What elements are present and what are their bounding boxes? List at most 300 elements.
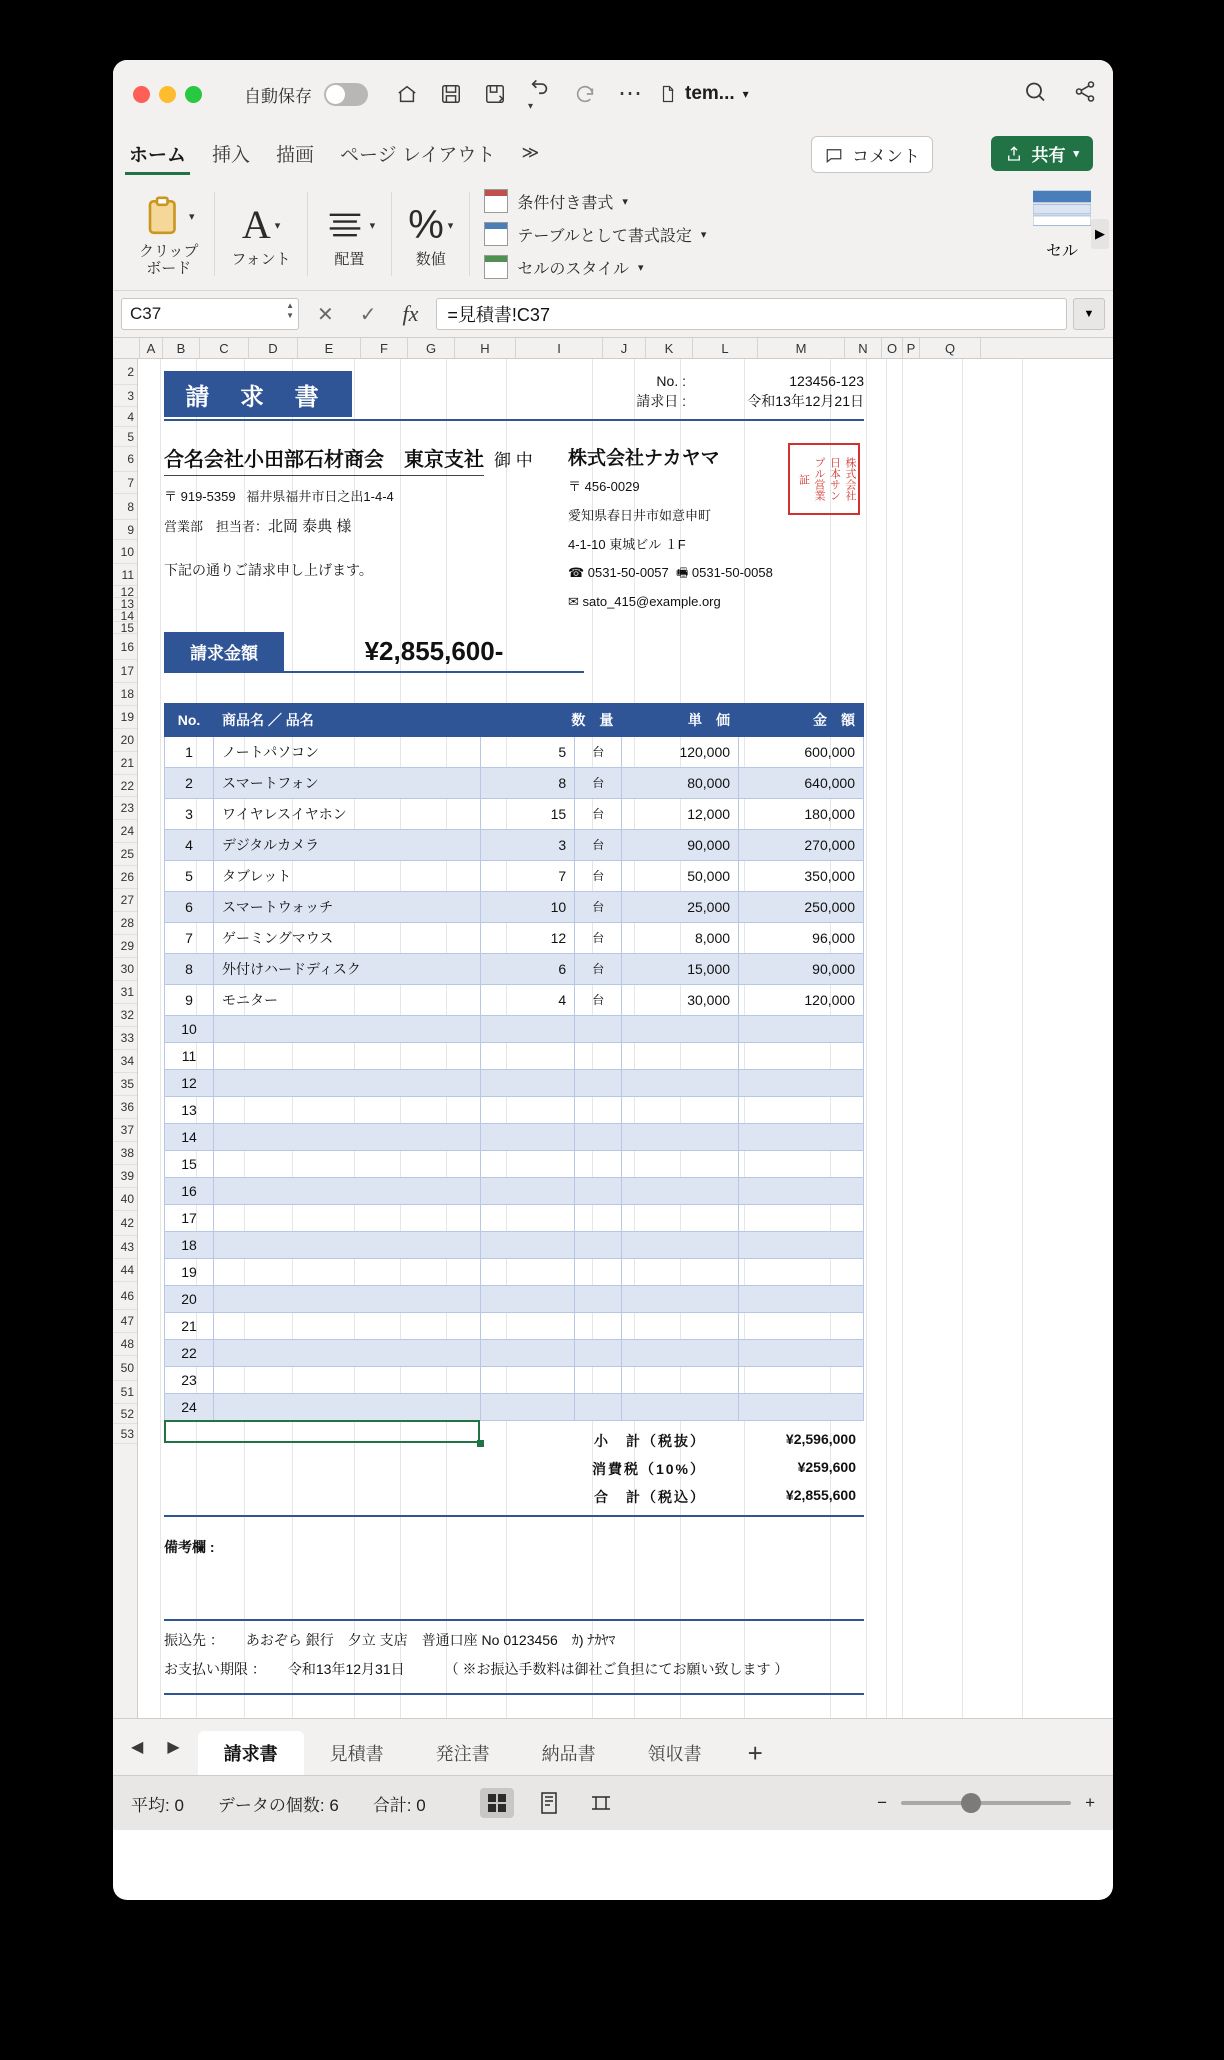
row-header-7[interactable]: 7	[113, 472, 137, 494]
search-icon[interactable]	[1023, 80, 1047, 109]
row-header-20[interactable]: 20	[113, 729, 137, 752]
vendor-zip: 〒 456-0029	[568, 479, 640, 494]
cell-qty	[481, 1204, 575, 1231]
group-styles	[470, 178, 706, 290]
next-sheet-icon[interactable]: ▶	[167, 1739, 180, 1756]
cell-name	[214, 1150, 481, 1177]
select-all-corner[interactable]	[113, 338, 140, 358]
row-header-35[interactable]: 35	[113, 1073, 137, 1096]
cell-no: 2	[165, 767, 214, 798]
subtotal-value: ¥2,596,000	[785, 1430, 856, 1447]
fill-handle[interactable]	[477, 1440, 484, 1447]
page-layout-view-icon[interactable]	[532, 1788, 566, 1818]
row-header-53[interactable]: 53	[113, 1424, 137, 1444]
group-alignment-label: 配置	[334, 251, 365, 269]
conditional-format-label: 条件付き書式	[517, 194, 614, 212]
amount-row	[164, 632, 584, 673]
invoice-no-value: 123456-123	[789, 373, 864, 389]
zoom-out-button[interactable]: −	[877, 1793, 888, 1812]
customer-dept: 営業部 担当者：	[164, 519, 269, 534]
cell-no: 6	[165, 891, 214, 922]
row-header-31[interactable]: 31	[113, 981, 137, 1004]
conditional-format-button[interactable]: 条件付き書式 ▾	[484, 189, 706, 213]
customer-person: 北岡 泰典 様	[268, 518, 352, 535]
spreadsheet-grid[interactable]	[113, 338, 1113, 1718]
comment-button[interactable]	[811, 136, 933, 173]
column-header-F[interactable]: F	[361, 338, 408, 358]
table-row[interactable]	[165, 1123, 864, 1150]
footer-rule-top	[164, 1619, 864, 1621]
vendor-block	[544, 443, 864, 614]
document-title-text: tem...	[685, 83, 735, 104]
cell-amount	[739, 1312, 864, 1339]
row-header-38[interactable]: 38	[113, 1142, 137, 1165]
cell-price	[622, 1015, 739, 1042]
chevron-down-icon[interactable]: ▾	[742, 87, 749, 101]
zoom-control[interactable]	[877, 1793, 1095, 1813]
cell-amount	[739, 1069, 864, 1096]
cell-qty: 10	[481, 891, 575, 922]
group-font-label: フォント	[231, 251, 291, 269]
column-header-J[interactable]: J	[603, 338, 646, 358]
cell-unit: 台	[575, 953, 622, 984]
row-header-16[interactable]: 16	[113, 634, 137, 660]
grandtotal-label: 合 計（税込）	[594, 1488, 706, 1505]
column-header-M[interactable]: M	[758, 338, 845, 358]
ribbon-overflow-icon[interactable]: ≫	[521, 143, 540, 162]
cell-price: 50,000	[622, 860, 739, 891]
tab-page-layout[interactable]: ページ レイアウト	[340, 144, 496, 166]
cell-unit	[575, 1177, 622, 1204]
group-alignment[interactable]	[308, 178, 392, 290]
formula-bar	[113, 291, 1113, 338]
row-header-21[interactable]: 21	[113, 752, 137, 775]
group-number-label: 数値	[415, 251, 446, 269]
cell-name: スマートウォッチ	[214, 891, 481, 922]
table-row[interactable]	[165, 798, 864, 829]
more-commands-icon[interactable]: ⋯	[618, 80, 642, 107]
table-row[interactable]	[165, 1015, 864, 1042]
table-row[interactable]	[165, 1258, 864, 1285]
group-number[interactable]	[392, 178, 469, 290]
cell-price	[622, 1096, 739, 1123]
titlebar-right	[1023, 80, 1097, 109]
group-clipboard[interactable]	[123, 178, 214, 290]
seal-line-2: プル営業	[813, 457, 825, 501]
header-name: 商品名 ／ 品名	[214, 703, 481, 736]
vendor-address2: 4-1-10 東城ビル １F	[568, 536, 686, 552]
add-sheet-button[interactable]: +	[747, 1737, 763, 1768]
customer-honorific: 御 中	[494, 451, 533, 470]
home-icon[interactable]	[396, 83, 418, 105]
cell-no: 8	[165, 953, 214, 984]
row-header-23[interactable]: 23	[113, 797, 137, 820]
status-sum: 合計: 0	[372, 1795, 426, 1815]
row-header-26[interactable]: 26	[113, 866, 137, 889]
alignment-icon[interactable]: ▾	[324, 199, 376, 251]
row-header-37[interactable]: 37	[113, 1119, 137, 1142]
cell-no: 12	[165, 1069, 214, 1096]
cell-qty	[481, 1069, 575, 1096]
table-row[interactable]	[165, 1339, 864, 1366]
column-header-P[interactable]: P	[903, 338, 920, 358]
group-font[interactable]	[215, 178, 306, 290]
sheet-canvas[interactable]	[138, 359, 1113, 1718]
row-header-6[interactable]: 6	[113, 447, 137, 472]
header-price: 単 価	[622, 703, 739, 736]
formula-input[interactable]: =見積書!C37	[436, 298, 1067, 330]
row-header-40[interactable]: 40	[113, 1188, 137, 1211]
maximize-icon[interactable]	[185, 86, 202, 103]
company-seal-icon	[788, 443, 860, 515]
cell-price: 30,000	[622, 984, 739, 1015]
cell-name: デジタルカメラ	[214, 829, 481, 860]
cell-price: 90,000	[622, 829, 739, 860]
cell-no: 10	[165, 1015, 214, 1042]
cell-no: 1	[165, 736, 214, 767]
autosave-toggle[interactable]	[324, 83, 368, 106]
sheet-tab-invoice[interactable]: 請求書	[198, 1731, 304, 1775]
table-row[interactable]	[165, 736, 864, 767]
row-header-39[interactable]: 39	[113, 1165, 137, 1188]
row-header-18[interactable]: 18	[113, 683, 137, 706]
cancel-formula-icon[interactable]: ✕	[317, 303, 334, 326]
ribbon-expand-icon[interactable]: ▶	[1091, 219, 1109, 249]
cell-qty	[481, 1150, 575, 1177]
table-row[interactable]	[165, 1177, 864, 1204]
cell-price	[622, 1366, 739, 1393]
table-row[interactable]	[165, 891, 864, 922]
cell-styles-button[interactable]: セルのスタイル ▾	[484, 255, 706, 279]
column-header-G[interactable]: G	[408, 338, 455, 358]
cell-amount	[739, 1177, 864, 1204]
cell-unit	[575, 1366, 622, 1393]
row-header-46[interactable]: 46	[113, 1282, 137, 1310]
autosave-label: 自動保存	[244, 86, 312, 106]
row-header-14[interactable]: 14	[113, 610, 137, 622]
seal-line-1: 証	[797, 473, 810, 485]
row-header-13[interactable]: 13	[113, 598, 137, 610]
cell-price	[622, 1393, 739, 1420]
cell-amount	[739, 1231, 864, 1258]
insert-function-icon[interactable]: fx	[402, 301, 419, 326]
cell-qty: 8	[481, 767, 575, 798]
row-header-22[interactable]: 22	[113, 775, 137, 797]
document-title[interactable]	[659, 83, 749, 105]
seal-line-3: 日本サン	[828, 457, 841, 501]
cell-unit: 台	[575, 767, 622, 798]
row-header-2[interactable]: 2	[113, 359, 137, 385]
invoice-no-label: No. :	[656, 373, 686, 389]
cell-unit: 台	[575, 860, 622, 891]
invoice-document	[164, 371, 864, 1695]
column-header-K[interactable]: K	[646, 338, 693, 358]
table-row[interactable]	[165, 1150, 864, 1177]
footer-rule-bottom	[164, 1693, 864, 1695]
row-header-4[interactable]: 4	[113, 407, 137, 427]
row-header-15[interactable]: 15	[113, 622, 137, 634]
cell-amount	[739, 1258, 864, 1285]
column-header-D[interactable]: D	[249, 338, 298, 358]
file-icon	[659, 83, 677, 105]
cell-name	[214, 1366, 481, 1393]
cell-unit: 台	[575, 891, 622, 922]
font-icon[interactable]: A ▾	[241, 202, 281, 248]
cell-name	[214, 1339, 481, 1366]
row-header-51[interactable]: 51	[113, 1381, 137, 1404]
vendor-tel: ☎ 0531-50-0057	[568, 565, 669, 581]
cell-amount	[739, 1015, 864, 1042]
tab-draw[interactable]: 描画	[276, 144, 315, 166]
table-row[interactable]	[165, 1096, 864, 1123]
table-row[interactable]	[165, 767, 864, 798]
table-row[interactable]	[165, 860, 864, 891]
cell-amount: 96,000	[739, 922, 864, 953]
cell-unit	[575, 1285, 622, 1312]
cell-price	[622, 1285, 739, 1312]
close-icon[interactable]	[133, 86, 150, 103]
format-as-table-button[interactable]: テーブルとして書式設定 ▾	[484, 222, 706, 246]
cell-no: 21	[165, 1312, 214, 1339]
cell-qty	[481, 1285, 575, 1312]
cell-price: 12,000	[622, 798, 739, 829]
due-value: 令和13年12月31日	[287, 1660, 405, 1677]
cell-unit	[575, 1096, 622, 1123]
table-row[interactable]	[165, 1204, 864, 1231]
row-header-17[interactable]: 17	[113, 660, 137, 683]
row-header-25[interactable]: 25	[113, 843, 137, 866]
sheet-nav[interactable]	[123, 1719, 198, 1775]
cell-amount: 350,000	[739, 860, 864, 891]
cell-no: 4	[165, 829, 214, 860]
table-row[interactable]	[165, 1231, 864, 1258]
cell-price: 15,000	[622, 953, 739, 984]
view-buttons	[480, 1788, 618, 1818]
grandtotal-value: ¥2,855,600	[785, 1486, 856, 1503]
minimize-icon[interactable]	[159, 86, 176, 103]
format-as-table-label: テーブルとして書式設定	[517, 227, 692, 245]
row-header-33[interactable]: 33	[113, 1027, 137, 1050]
cell-qty	[481, 1096, 575, 1123]
cell-unit	[575, 1393, 622, 1420]
cell-amount	[739, 1204, 864, 1231]
cell-price	[622, 1042, 739, 1069]
row-header-44[interactable]: 44	[113, 1259, 137, 1282]
cell-unit	[575, 1015, 622, 1042]
sheet-tab-order[interactable]: 発注書	[435, 1744, 490, 1764]
remarks-label: 備考欄 :	[164, 1538, 215, 1555]
zoom-slider-knob[interactable]	[961, 1793, 981, 1813]
cell-amount	[739, 1339, 864, 1366]
row-header-10[interactable]: 10	[113, 540, 137, 564]
chevron-down-icon[interactable]: ▾	[1073, 148, 1079, 160]
cell-amount: 270,000	[739, 829, 864, 860]
zoom-slider[interactable]	[901, 1801, 1071, 1805]
cell-qty	[481, 1123, 575, 1150]
vendor-name: 株式会社ナカヤマ	[568, 448, 720, 469]
normal-view-icon[interactable]	[480, 1788, 514, 1818]
row-header-29[interactable]: 29	[113, 935, 137, 958]
row-header-52[interactable]: 52	[113, 1404, 137, 1424]
cell-qty	[481, 1258, 575, 1285]
cell-name	[214, 1231, 481, 1258]
column-header-I[interactable]: I	[516, 338, 603, 358]
row-header-28[interactable]: 28	[113, 912, 137, 935]
row-header-43[interactable]: 43	[113, 1236, 137, 1259]
table-row[interactable]	[165, 984, 864, 1015]
cell-amount: 250,000	[739, 891, 864, 922]
undo-icon[interactable]: ▾	[528, 74, 552, 114]
cell-amount: 120,000	[739, 984, 864, 1015]
cell-name	[214, 1393, 481, 1420]
formula-bar-expand-icon[interactable]: ▼	[1073, 298, 1105, 330]
window-controls[interactable]	[133, 86, 202, 103]
cell-amount	[739, 1096, 864, 1123]
sheet-tab-receipt[interactable]: 領収書	[647, 1744, 702, 1764]
row-header-3[interactable]: 3	[113, 385, 137, 407]
cell-unit: 台	[575, 798, 622, 829]
row-headers[interactable]	[113, 359, 138, 1718]
cell-amount: 600,000	[739, 736, 864, 767]
table-row[interactable]	[165, 1312, 864, 1339]
row-header-50[interactable]: 50	[113, 1356, 137, 1381]
cell-qty	[481, 1015, 575, 1042]
cell-unit	[575, 1258, 622, 1285]
header-amount: 金 額	[739, 703, 864, 736]
cell-unit	[575, 1312, 622, 1339]
name-box[interactable]	[121, 298, 299, 330]
save-icon[interactable]	[440, 83, 462, 105]
cell-unit: 台	[575, 922, 622, 953]
cell-qty: 3	[481, 829, 575, 860]
accept-formula-icon[interactable]: ✓	[359, 303, 377, 326]
cell-no: 7	[165, 922, 214, 953]
cell-no: 16	[165, 1177, 214, 1204]
due-note: （ ※お振込手数料は御社ご負担にてお願い致します ）	[444, 1660, 789, 1677]
cell-amount	[739, 1285, 864, 1312]
percent-icon[interactable]: % ▾	[408, 203, 454, 248]
column-header-L[interactable]: L	[693, 338, 758, 358]
table-row[interactable]	[165, 1285, 864, 1312]
column-header-Q[interactable]: Q	[920, 338, 981, 358]
column-header-E[interactable]: E	[298, 338, 361, 358]
cell-qty	[481, 1042, 575, 1069]
selected-cell[interactable]	[164, 1420, 480, 1443]
comment-label: コメント	[852, 147, 920, 166]
status-bar	[113, 1775, 1113, 1830]
cell-price: 8,000	[622, 922, 739, 953]
cell-price	[622, 1258, 739, 1285]
table-row[interactable]	[165, 1366, 864, 1393]
row-header-34[interactable]: 34	[113, 1050, 137, 1073]
column-header-A[interactable]: A	[140, 338, 163, 358]
cell-qty	[481, 1231, 575, 1258]
invoice-date-label: 請求日 :	[636, 393, 686, 410]
table-row[interactable]	[165, 953, 864, 984]
row-header-42[interactable]: 42	[113, 1211, 137, 1236]
row-header-5[interactable]: 5	[113, 427, 137, 447]
redo-icon[interactable]	[574, 83, 596, 105]
row-header-32[interactable]: 32	[113, 1004, 137, 1027]
excel-window	[113, 60, 1113, 1900]
cell-price	[622, 1204, 739, 1231]
cell-qty	[481, 1393, 575, 1420]
save-as-icon[interactable]	[484, 83, 506, 105]
row-header-24[interactable]: 24	[113, 820, 137, 843]
prev-sheet-icon[interactable]: ◀	[131, 1739, 144, 1756]
tax-label: 消費税（10%）	[591, 1460, 706, 1477]
cell-price	[622, 1150, 739, 1177]
row-header-48[interactable]: 48	[113, 1333, 137, 1356]
page-break-view-icon[interactable]	[584, 1788, 618, 1818]
column-headers	[113, 338, 1113, 359]
row-header-47[interactable]: 47	[113, 1310, 137, 1333]
column-header-N[interactable]: N	[845, 338, 882, 358]
row-header-36[interactable]: 36	[113, 1096, 137, 1119]
group-cells[interactable]	[1033, 190, 1091, 261]
cell-unit	[575, 1231, 622, 1258]
cell-no: 24	[165, 1393, 214, 1420]
sheet-tab-delivery[interactable]: 納品書	[541, 1744, 596, 1764]
header-no: No.	[165, 703, 214, 736]
row-header-30[interactable]: 30	[113, 958, 137, 981]
row-header-9[interactable]: 9	[113, 520, 137, 540]
zoom-in-button[interactable]: +	[1085, 1793, 1095, 1812]
cell-name	[214, 1069, 481, 1096]
table-row[interactable]	[165, 1393, 864, 1420]
cell-qty: 5	[481, 736, 575, 767]
cell-no: 14	[165, 1123, 214, 1150]
row-header-27[interactable]: 27	[113, 889, 137, 912]
cell-amount	[739, 1150, 864, 1177]
cell-amount	[739, 1366, 864, 1393]
cell-name	[214, 1123, 481, 1150]
cell-name	[214, 1096, 481, 1123]
name-box-spinner-icon[interactable]: ▲ ▼	[286, 301, 294, 320]
cell-price	[622, 1231, 739, 1258]
cell-name	[214, 1177, 481, 1204]
column-header-C[interactable]: C	[200, 338, 249, 358]
column-header-B[interactable]: B	[163, 338, 200, 358]
group-clipboard-label: クリップ ボード	[139, 242, 199, 277]
cell-no: 18	[165, 1231, 214, 1258]
cell-unit	[575, 1339, 622, 1366]
cell-unit	[575, 1123, 622, 1150]
row-header-8[interactable]: 8	[113, 494, 137, 520]
table-row[interactable]	[165, 1042, 864, 1069]
vendor-address1: 愛知県春日井市如意申町	[568, 507, 712, 523]
tab-home[interactable]: ホーム	[129, 140, 186, 167]
sheet-tab-quote[interactable]: 見積書	[329, 1744, 384, 1764]
row-header-19[interactable]: 19	[113, 706, 137, 729]
table-row[interactable]	[165, 922, 864, 953]
row-header-12[interactable]: 12	[113, 586, 137, 598]
tab-insert[interactable]: 挿入	[212, 144, 251, 166]
column-header-H[interactable]: H	[455, 338, 516, 358]
clipboard-icon[interactable]: ▾	[143, 191, 195, 243]
cell-name	[214, 1285, 481, 1312]
table-row[interactable]	[165, 1069, 864, 1096]
share-button[interactable]	[991, 136, 1093, 171]
column-header-O[interactable]: O	[882, 338, 903, 358]
cell-amount	[739, 1393, 864, 1420]
cell-amount: 180,000	[739, 798, 864, 829]
cell-qty: 4	[481, 984, 575, 1015]
table-row[interactable]	[165, 829, 864, 860]
share-graph-icon[interactable]	[1073, 80, 1097, 109]
row-header-11[interactable]: 11	[113, 564, 137, 586]
cell-name: スマートフォン	[214, 767, 481, 798]
